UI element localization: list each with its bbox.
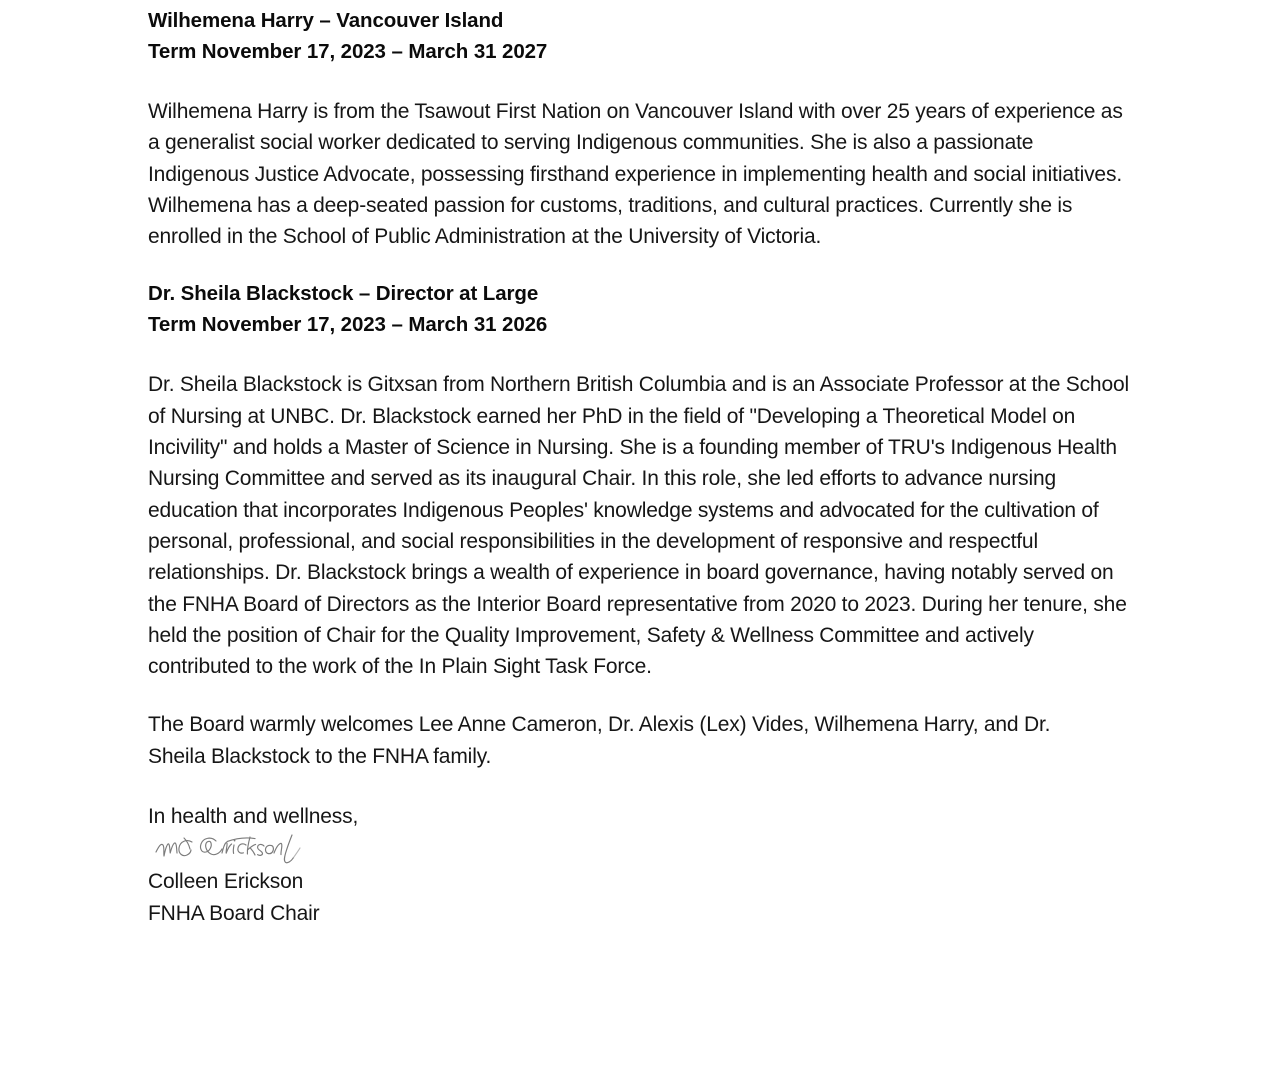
heading-line-term: Term November 17, 2023 – March 31 2026	[148, 312, 548, 336]
signer-title: FNHA Board Chair	[148, 901, 320, 925]
heading-line-name: Wilhemena Harry – Vancouver Island	[148, 9, 504, 32]
signature-block	[148, 801, 1123, 832]
paragraph-wilhemena-harry-bio: Wilhemena Harry is from the Tsawout First Nation on Vancouver Island with over 25 years of experience as a generalist social worker dedicated to serving Indigenous communities. She is also a passionate Indigenous Justice Advocate, possessing firsthand experience in implementing health and social initiatives. Wilhemena has a deep-seated passion for customs, traditions, and cultural practices. Currently she is enrolled in the School of Public Administration at the University of Victoria.	[148, 100, 1123, 249]
heading-wilhemena-harry	[148, 6, 1123, 67]
document-content	[148, 6, 1130, 929]
heading-line-name: Dr. Sheila Blackstock – Director at Large	[148, 282, 539, 306]
spacer	[148, 67, 1123, 96]
spacer	[148, 772, 1123, 801]
paragraph-welcome-closing: The Board warmly welcomes Lee Anne Cameron, Dr. Alexis (Lex) Vides, Wilhemena Harry, and Dr. Sheila Blackstock to the FNHA family.	[148, 713, 1051, 768]
signer-name: Colleen Erickson	[148, 870, 304, 894]
spacer	[148, 340, 1123, 369]
signer-block	[148, 866, 1123, 929]
spacer	[148, 682, 1123, 709]
handwritten-signature-icon	[154, 832, 329, 866]
spacer	[148, 252, 1123, 279]
heading-line-term: Term November 17, 2023 – March 31 2027	[148, 39, 548, 63]
heading-sheila-blackstock	[148, 279, 1123, 340]
closing-salutation: In health and wellness,	[148, 805, 359, 829]
paragraph-sheila-blackstock-bio: Dr. Sheila Blackstock is Gitxsan from Northern British Columbia and is an Associate Professor at the School of Nursing at UNBC. Dr. Blackstock earned her PhD in the field of "Developing a Theoretical Model on Incivility" and holds a Master of Science in Nursing. She is a founding member of TRU's Indigenous Health Nursing Committee and served as its inaugural Chair. In this role, she led efforts to advance nursing education that incorporates Indigenous Peoples' knowledge systems and advocated for the cultivation of personal, professional, and social responsibilities in the development of responsive and respectful relationships. Dr. Blackstock brings a wealth of experience in board governance, having notably served on the FNHA Board of Directors as the Interior Board representative from 2020 to 2023. During her tenure, she held the position of Chair for the Quality Improvement, Safety & Wellness Committee and actively contributed to the work of the In Plain Sight Task Force.	[148, 373, 1130, 679]
